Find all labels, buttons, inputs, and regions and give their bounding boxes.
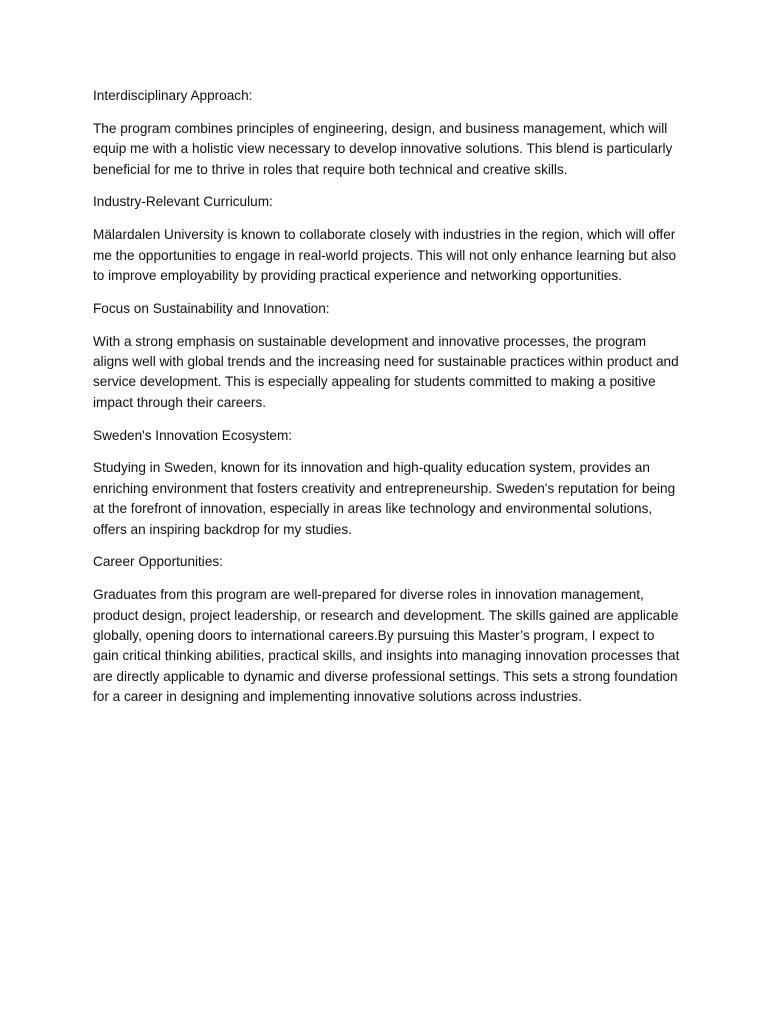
document-page <box>93 86 683 720</box>
section-body-ecosystem: Studying in Sweden, known for its innovation and high-quality education system, provides an enriching environment that fosters creativity and entrepreneurship. Sweden's reputation for being at the forefront of innovation, especially in areas like technology and environmental solutions, offers an inspiring backdrop for my studies. <box>93 460 676 537</box>
section-body-career: Graduates from this program are well-prepared for diverse roles in innovation management, product design, project leadership, or research and development. The skills gained are applicable globally, opening doors to international careers.By pursuing this Master’s program, I expect to gain critical thinking abilities, practical skills, and insights into managing innovation processes that are directly applicable to dynamic and diverse professional settings. This sets a strong foundation for a career in designing and implementing innovative solutions across industries. <box>93 587 680 705</box>
section-body-curriculum: Mälardalen University is known to collaborate closely with industries in the region, which will offer me the opportunities to engage in real-world projects. This will not only enhance learning but also to improve employability by providing practical experience and networking opportunities. <box>93 227 677 284</box>
section-body-sustainability: With a strong emphasis on sustainable development and innovative processes, the program aligns well with global trends and the increasing need for sustainable practices within product and service development. This is especially appealing for students committed to making a positive impact through their careers. <box>93 333 679 410</box>
section-heading-curriculum: Industry-Relevant Curriculum: <box>93 194 273 210</box>
section-heading-career: Career Opportunities: <box>93 554 223 570</box>
section-heading-sustainability: Focus on Sustainability and Innovation: <box>93 300 330 316</box>
section-heading-interdisciplinary: Interdisciplinary Approach: <box>93 88 253 103</box>
section-body-interdisciplinary: The program combines principles of engineering, design, and business management, which will equip me with a holistic view necessary to develop innovative solutions. This blend is particularly beneficial for me to thrive in roles that require both technical and creative skills. <box>93 120 673 177</box>
section-heading-ecosystem: Sweden's Innovation Ecosystem: <box>93 427 293 443</box>
